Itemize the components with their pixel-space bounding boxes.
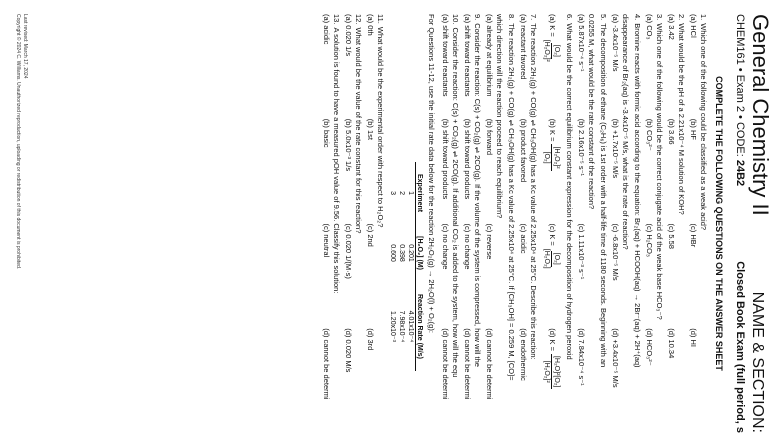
rate-data-table — [388, 162, 423, 371]
fraction-numerator: [O₂] — [553, 44, 561, 57]
answer-options — [540, 14, 564, 433]
table-cell: 0.600 — [389, 244, 396, 262]
footer-revised: Last revised: March 17, 2024 — [22, 14, 28, 79]
question-number: 9. — [473, 14, 482, 21]
answer-option: (d) cannot be determi — [322, 328, 331, 400]
question-list — [440, 14, 708, 433]
question-text — [564, 14, 574, 433]
question-number: 10. — [451, 14, 460, 25]
answer-options — [610, 14, 620, 433]
option-label: (c) K = — [548, 223, 557, 246]
table-row — [388, 162, 397, 371]
answer-option: (b) product favored — [519, 118, 528, 183]
question-number: 3. — [655, 14, 664, 21]
answer-options — [688, 14, 698, 433]
table-cell: 0.398 — [398, 244, 405, 262]
question-stem: The reaction 2H₂(g) + CO(g) ⇌ CH₃OH(g) has a Kc value of 2.25x10⁴ at 25°C. Describe this reaction: — [529, 23, 538, 360]
question-stem: A solution is found to have a measured pOH value of 9.56. Classify this solution: — [332, 27, 341, 294]
table-cell: 0.201 — [407, 244, 414, 262]
question-item — [484, 14, 516, 433]
answer-option: (d) HI — [689, 328, 698, 347]
answer-option: (a) 0.020 1/s — [344, 14, 353, 57]
answer-option: (d) 3rd — [366, 328, 375, 351]
question-text — [632, 14, 642, 433]
table-row — [397, 162, 406, 371]
question-item — [462, 14, 482, 433]
question-item — [644, 14, 664, 433]
option-label: (b) K = — [548, 118, 557, 142]
question-stem-cont: which direction will the reaction proceed to reach equilibrium? — [495, 14, 504, 219]
question-number: 12. — [354, 14, 363, 25]
answer-option: (b) shift toward products — [441, 118, 450, 200]
question-number: 7. — [529, 14, 538, 21]
header-row — [748, 14, 772, 433]
answer-option: (d) 7.84x10⁻⁴ s⁻¹ — [577, 328, 586, 386]
fraction — [543, 354, 562, 390]
table-header: Reaction Rate (M/s) — [416, 282, 424, 371]
answer-option — [543, 14, 562, 119]
question-stem: Which one of the following would be the correct conjugate acid of the weak base HCO₃⁻? — [655, 23, 664, 320]
answer-option: (c) 2nd — [366, 223, 375, 247]
question-stem: Which one of the following could be classified as a weak acid? — [699, 23, 708, 231]
question-item — [365, 14, 385, 433]
question-number: 11. — [376, 14, 385, 24]
answer-option: (a) 0th — [366, 14, 375, 36]
fraction-numerator: [H₂O]²[O₂] — [553, 355, 561, 388]
question-stem: The decomposition of ethane (C₂H₆) is 1st order with a half-life time of 1180 seconds. Beginning with an — [599, 23, 608, 368]
question-number: 6. — [565, 14, 574, 21]
answer-option: (d) +3.4x10⁻⁵ M/s — [611, 328, 620, 388]
fraction — [543, 144, 562, 170]
closed-book-note: Closed Book Exam (full period, s — [734, 261, 746, 433]
answer-option: (a) -3.4x10⁻⁵ M/s — [611, 14, 620, 72]
subheader-row — [734, 14, 746, 433]
fraction-denominator: [H₂O₂] — [543, 248, 551, 269]
question-item — [688, 14, 708, 433]
question-text — [353, 14, 363, 433]
answer-option: (a) acidic — [322, 14, 331, 45]
question-number: 1. — [699, 14, 708, 21]
answer-option: (c) 5.58 — [667, 223, 676, 249]
table-header: [H₂O₂] (M) — [416, 224, 424, 282]
answer-option: (d) cannot be determi — [441, 328, 450, 400]
question-number: 8. — [507, 14, 516, 21]
answer-option: (a) CO₃ — [645, 14, 654, 40]
answer-option: (d) 0.020 M/s — [344, 328, 353, 373]
answer-option: (c) no change — [463, 223, 472, 270]
question-item — [321, 14, 341, 433]
question-list-2 — [321, 14, 385, 433]
page-title: General Chemistry II — [748, 14, 773, 216]
footer — [14, 14, 28, 269]
answer-options — [321, 14, 331, 433]
answer-option: (b) basic — [322, 118, 331, 148]
question-stem: What would be the pH of a 2.21x10⁻⁴ M solution of KOH? — [677, 23, 686, 215]
question-stem: Bromine reacts with formic acid according to the equation: Br₂(aq) + HCOOH(aq) → 2Br⁻(aq) + 2H⁺(aq) — [633, 23, 642, 368]
question-number: 13. — [332, 14, 341, 25]
question-number: 4. — [633, 14, 642, 21]
question-stem: What would be the experimental order with respect to H₂O₂? — [376, 26, 385, 228]
answer-option: (c) neutral — [322, 223, 331, 258]
answer-option: (b) shift toward products — [463, 118, 472, 200]
question-item — [440, 14, 460, 433]
answer-option: (d) cannot be determi — [463, 328, 472, 400]
fraction — [543, 40, 562, 62]
answer-option: (a) already at equilibrium — [485, 14, 494, 97]
answer-option: (b) +1.7x10⁻⁵ M/s — [611, 118, 620, 179]
answer-option: (b) 1st — [366, 118, 375, 141]
course-line-text: CHEM161 • Exam 2 • CODE: — [734, 14, 746, 157]
answer-option: (c) 1.11x10⁻³ s⁻¹ — [577, 223, 586, 280]
question-number: 5. — [599, 14, 608, 21]
exam-code: 24B2 — [734, 159, 746, 187]
table-header-row — [416, 162, 424, 371]
answer-option: (b) 5.0x10⁻³ 1/s — [344, 118, 353, 172]
answer-option: (c) no change — [441, 223, 450, 270]
answer-options — [462, 14, 472, 433]
question-stem: Consider the reaction: C(s) + CO₂(g) ⇌ 2CO(g). If the volume of the system is compressed, how will the — [473, 23, 482, 367]
question-text — [472, 14, 482, 433]
question-text — [528, 14, 538, 433]
question-item — [576, 14, 608, 433]
question-text — [331, 14, 341, 433]
instructions: COMPLETE THE FOLLOWING QUESTIONS ON THE ANSWER SHEET — [714, 76, 724, 371]
answer-option — [543, 224, 562, 329]
question-text — [375, 14, 385, 433]
footer-copyright: Copyright © 2024 C. Williams. Unauthorized reproduction, uploading or redistribution of this document is prohibited. — [15, 14, 21, 270]
answer-option: (a) 5.87x10⁻⁴ s⁻¹ — [577, 14, 586, 72]
answer-option: (b) CO₃²⁻ — [645, 118, 654, 151]
answer-option: (c) acidic — [519, 223, 528, 254]
fraction-numerator: [O₂] — [553, 252, 561, 265]
rate-intro: For Questions 11-12, use the initial rate data below for the reaction 2H₂O₂(g) → 2H₂O(l) + O₂(g): — [427, 14, 436, 333]
table-cell: 1.20x10⁻³ — [389, 310, 396, 342]
answer-options — [440, 14, 450, 433]
answer-options — [343, 14, 353, 433]
answer-option — [543, 328, 562, 433]
table-cell: 7.98x10⁻⁴ — [398, 310, 405, 343]
question-text — [598, 14, 608, 433]
fraction-denominator: [O₂] — [543, 151, 551, 164]
answer-options — [666, 14, 676, 433]
question-stem-cont: 0.0255 M, what would be the rate constant of the reaction? — [587, 14, 596, 210]
answer-option: (d) 10.34 — [667, 328, 676, 359]
question-item — [540, 14, 574, 433]
answer-option: (a) HCl — [689, 14, 698, 38]
question-text — [654, 14, 664, 433]
answer-option: (c) H₂CO₃ — [645, 223, 654, 257]
option-label: (a) K = — [548, 14, 557, 37]
answer-option: (c) HBr — [689, 223, 698, 248]
table-cell: 1 — [407, 191, 414, 196]
question-item — [518, 14, 538, 433]
answer-option: (b) HF — [689, 118, 698, 140]
question-text — [676, 14, 686, 433]
fraction — [543, 249, 562, 269]
table-header: Experiment — [416, 162, 424, 224]
answer-option — [543, 119, 562, 224]
fraction-numerator: [H₂O₂]² — [553, 146, 561, 169]
answer-option: (a) reactant favored — [519, 14, 528, 80]
answer-options — [576, 14, 586, 433]
answer-option: (a) shift toward reactants — [441, 14, 450, 97]
answer-option: (b) 2.16x10⁻⁵ s⁻¹ — [577, 118, 586, 177]
answer-options — [644, 14, 654, 433]
answer-option: (b) 3.66 — [667, 118, 676, 145]
question-text — [698, 14, 708, 433]
question-number: 2. — [677, 14, 686, 21]
answer-options — [518, 14, 528, 433]
answer-option: (c) reverse — [485, 223, 494, 260]
question-stem: What would be the value of the rate constant for this reaction? — [354, 27, 363, 234]
answer-option: (c) -6.8x10⁻⁵ M/s — [611, 223, 620, 281]
answer-option: (a) 3.42 — [667, 14, 676, 40]
option-label: (d) K = — [548, 328, 557, 351]
fraction-denominator: [H₂O₂]² — [543, 39, 551, 62]
fraction-denominator: [H₂O₂]² — [543, 360, 551, 383]
answer-options — [365, 14, 375, 433]
question-stem: Consider the reaction: C(s) + CO₂(g) ⇌ 2CO(g). If additional CO₂ is added to the system, how will the equ — [451, 27, 460, 378]
table-row — [406, 162, 416, 371]
answer-options — [484, 14, 494, 433]
question-item — [610, 14, 642, 433]
name-section-label: NAME & SECTION: — [749, 291, 766, 433]
question-text — [450, 14, 460, 433]
question-stem-cont: disappearance of Br₂(aq) is -3.4x10⁻⁵ M/s, what is the rate of reaction? — [621, 14, 630, 250]
answer-option: (d) HCO₃²⁻ — [645, 328, 654, 366]
question-item — [343, 14, 363, 433]
question-text — [506, 14, 516, 433]
answer-option: (d) endothermic — [519, 328, 528, 381]
question-item — [666, 14, 686, 433]
question-stem: What would be the correct equilibrium constant expression for the decomposition of hydrogen peroxid — [565, 23, 574, 360]
answer-option: (a) shift toward reactants — [463, 14, 472, 97]
table-cell: 4.01x10⁻⁴ — [407, 310, 414, 343]
answer-option: (b) forward — [485, 118, 494, 156]
course-line — [734, 14, 746, 186]
question-stem: The reaction 2H₂(g) + CO(g) ⇌ CH₃OH(g) has a Kc value of 2.25x10⁴ at 25°C. If [CH₃OH] = 0.259 M, [CO]= — [507, 23, 516, 381]
table-cell: 2 — [398, 191, 405, 196]
answer-option: (c) 0.020 1/(M·s) — [344, 223, 353, 279]
answer-option: (d) cannot be determi — [485, 328, 494, 400]
table-cell: 3 — [389, 191, 396, 196]
